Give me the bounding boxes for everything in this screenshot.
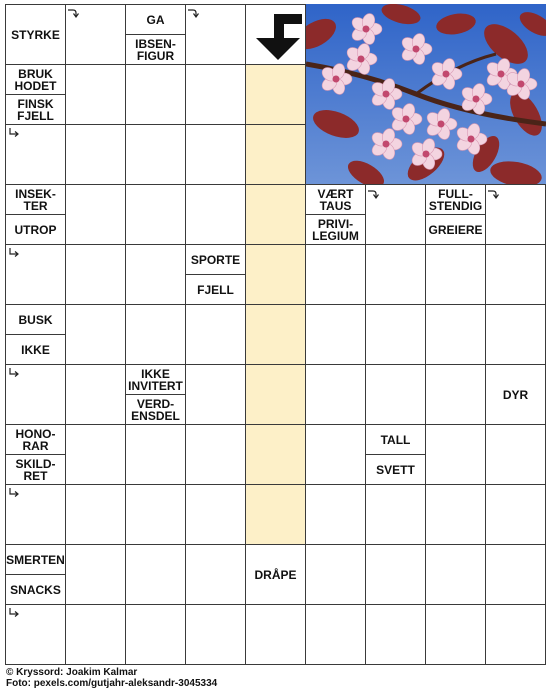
answer-cell[interactable] <box>65 64 126 125</box>
answer-cell[interactable] <box>245 304 306 365</box>
answer-cell[interactable] <box>65 364 126 425</box>
credits <box>6 667 217 689</box>
answer-cell[interactable] <box>125 604 186 665</box>
answer-cell[interactable] <box>425 364 486 425</box>
clue-dyr: DYR <box>485 364 546 425</box>
answer-cell[interactable] <box>485 484 546 545</box>
answer-cell[interactable] <box>245 364 306 425</box>
answer-cell[interactable] <box>65 304 126 365</box>
answer-cell[interactable] <box>485 244 546 305</box>
answer-cell[interactable] <box>185 124 246 185</box>
answer-cell[interactable] <box>425 544 486 605</box>
answer-cell[interactable] <box>425 304 486 365</box>
answer-cell[interactable] <box>185 64 246 125</box>
puzzle-credit: © Kryssord: Joakim Kalmar <box>6 667 138 678</box>
answer-cell[interactable] <box>245 484 306 545</box>
clue-verdensdel: VERD- ENSDEL <box>125 394 186 425</box>
answer-cell[interactable] <box>485 544 546 605</box>
answer-cell[interactable] <box>125 64 186 125</box>
clue-fjell: FJELL <box>185 274 246 305</box>
bent-down-arrow-icon <box>250 8 306 64</box>
hook-arrow-icon <box>8 127 20 139</box>
answer-cell[interactable] <box>365 304 426 365</box>
hook-arrow-icon <box>187 7 199 19</box>
crossword-grid <box>5 4 546 664</box>
hook-arrow-icon <box>8 607 20 619</box>
photo-credit: Foto: pexels.com/gutjahr-aleksandr-3045334 <box>6 678 218 689</box>
answer-cell[interactable] <box>125 544 186 605</box>
answer-cell[interactable] <box>125 244 186 305</box>
hook-arrow-icon <box>487 188 499 200</box>
clue-svett: SVETT <box>365 454 426 485</box>
answer-cell[interactable] <box>65 244 126 305</box>
answer-cell[interactable] <box>305 604 366 665</box>
clue-drape: DRÅPE <box>245 544 306 605</box>
clue-ikkeinvitert: IKKE INVITERT <box>125 364 186 395</box>
clue-fullstendig: FULL- STENDIG <box>425 184 486 215</box>
answer-cell[interactable] <box>65 124 126 185</box>
clue-privilegium: PRIVI- LEGIUM <box>305 214 366 245</box>
clue-ikke: IKKE <box>5 334 66 365</box>
clue-busk: BUSK <box>5 304 66 335</box>
answer-cell[interactable] <box>365 364 426 425</box>
answer-cell[interactable] <box>65 424 126 485</box>
answer-cell[interactable] <box>245 64 306 125</box>
clue-smerten: SMERTEN <box>5 544 66 575</box>
hook-arrow-icon <box>8 487 20 499</box>
answer-cell[interactable] <box>65 544 126 605</box>
answer-cell[interactable] <box>425 424 486 485</box>
answer-cell[interactable] <box>65 484 126 545</box>
answer-cell[interactable] <box>365 244 426 305</box>
clue-tall: TALL <box>365 424 426 455</box>
answer-cell[interactable] <box>245 124 306 185</box>
answer-cell[interactable] <box>125 184 186 245</box>
answer-cell[interactable] <box>185 484 246 545</box>
answer-cell[interactable] <box>485 304 546 365</box>
answer-cell[interactable] <box>305 244 366 305</box>
hook-arrow-icon <box>8 247 20 259</box>
answer-cell[interactable] <box>365 484 426 545</box>
answer-cell[interactable] <box>305 424 366 485</box>
answer-cell[interactable] <box>245 424 306 485</box>
clue-ga: GA <box>125 4 186 35</box>
clue-styrke: STYRKE <box>5 4 66 65</box>
clue-sporte: SPORTE <box>185 244 246 275</box>
clue-snacks: SNACKS <box>5 574 66 605</box>
answer-cell[interactable] <box>185 604 246 665</box>
answer-cell[interactable] <box>185 544 246 605</box>
hook-arrow-icon <box>67 7 79 19</box>
answer-cell[interactable] <box>65 604 126 665</box>
clue-brukhodet: BRUK HODET <box>5 64 66 95</box>
answer-cell[interactable] <box>305 304 366 365</box>
clue-honorar: HONO- RAR <box>5 424 66 455</box>
answer-cell[interactable] <box>125 424 186 485</box>
answer-cell[interactable] <box>305 364 366 425</box>
answer-cell[interactable] <box>245 184 306 245</box>
answer-cell[interactable] <box>185 304 246 365</box>
hook-arrow-icon <box>367 188 379 200</box>
answer-cell[interactable] <box>125 484 186 545</box>
clue-vaerttaus: VÆRT TAUS <box>305 184 366 215</box>
answer-cell[interactable] <box>125 124 186 185</box>
clue-utrop: UTROP <box>5 214 66 245</box>
answer-cell[interactable] <box>125 304 186 365</box>
answer-cell[interactable] <box>305 544 366 605</box>
cherry-blossom-photo <box>306 4 546 184</box>
answer-cell[interactable] <box>245 604 306 665</box>
answer-cell[interactable] <box>425 244 486 305</box>
clue-greiere: GREIERE <box>425 214 486 245</box>
answer-cell[interactable] <box>365 604 426 665</box>
clue-insekter: INSEK- TER <box>5 184 66 215</box>
answer-cell[interactable] <box>485 604 546 665</box>
answer-cell[interactable] <box>485 424 546 485</box>
clue-skildret: SKILD- RET <box>5 454 66 485</box>
answer-cell[interactable] <box>425 604 486 665</box>
clue-finskfjell: FINSK FJELL <box>5 94 66 125</box>
hook-arrow-icon <box>8 367 20 379</box>
answer-cell[interactable] <box>185 424 246 485</box>
answer-cell[interactable] <box>185 364 246 425</box>
clue-ibsenfigur: IBSEN- FIGUR <box>125 34 186 65</box>
answer-cell[interactable] <box>305 484 366 545</box>
answer-cell[interactable] <box>65 184 126 245</box>
answer-cell[interactable] <box>245 244 306 305</box>
answer-cell[interactable] <box>365 544 426 605</box>
answer-cell[interactable] <box>185 184 246 245</box>
answer-cell[interactable] <box>425 484 486 545</box>
